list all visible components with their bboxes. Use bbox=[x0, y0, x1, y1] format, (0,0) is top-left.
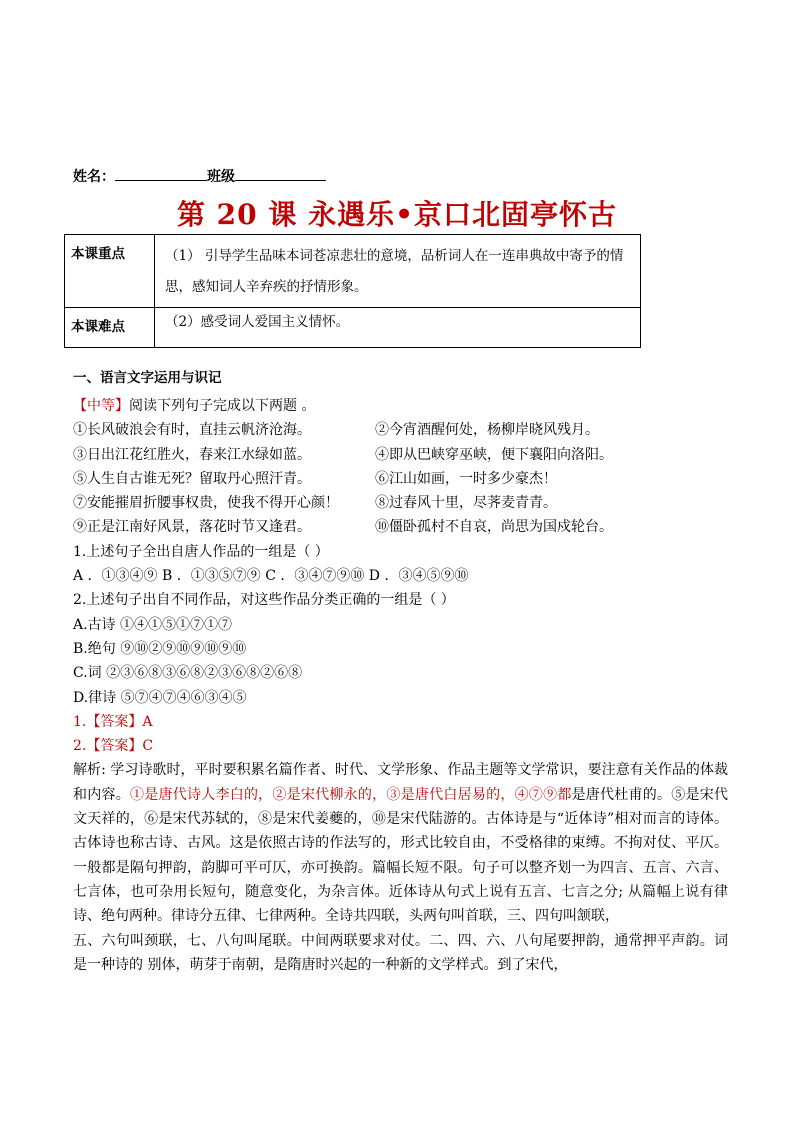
sentence-item: ⑤人生自古谁无死？留取丹心照汗青。 bbox=[73, 470, 311, 487]
difficult-point-row bbox=[65, 308, 641, 348]
answer-1: 1.【答案】A bbox=[73, 713, 153, 730]
key-point-label: 本课重点 bbox=[65, 235, 155, 308]
sentence-item: ⑧过春风十里，尽荠麦青青。 bbox=[375, 495, 557, 512]
sentence-item: ⑥江山如画，一时多少豪杰！ bbox=[375, 470, 557, 487]
difficult-point-text: （2）感受词人爱国主义情怀。 bbox=[155, 308, 641, 348]
sentence-item: ⑩僵卧孤村不自哀，尚思为国戍轮台。 bbox=[375, 519, 613, 536]
question-2: 2.上述句子出自不同作品，对这些作品分类正确的一组是（ ） bbox=[73, 592, 455, 609]
name-label: 姓名： bbox=[73, 169, 115, 185]
class-label: 班级 bbox=[207, 169, 235, 185]
analysis-intro: 解析: 学习诗歌时，平时要积累名篇作者、时代、文学形象、作品主题等文学常识，要注意有关作品的体裁和内容。 bbox=[73, 762, 728, 803]
class-blank bbox=[235, 167, 326, 181]
sentence-item: ⑦安能摧眉折腰事权贵，使我不得开心颜！ bbox=[73, 495, 339, 512]
sentence-item: ①长风破浪会有时，直挂云帆济沧海。 bbox=[73, 422, 311, 439]
option-c: C.词 ②③⑥⑧③⑥⑧②③⑥⑧②⑥⑧ bbox=[73, 665, 303, 682]
sentence-list bbox=[73, 418, 728, 539]
option-b: B.绝句 ⑨⑩②⑨⑩⑨⑩⑨⑩ bbox=[73, 640, 247, 657]
question-1: 1.上述句子全出自唐人作品的一组是（ ） bbox=[73, 543, 329, 560]
answer-2: 2.【答案】C bbox=[73, 738, 154, 755]
lesson-focus-table bbox=[64, 234, 641, 348]
key-point-text: （1） 引导学生品味本词苍凉悲壮的意境，品析词人在一连串典故中寄予的情思，感知词人辛弃疾的抒情形象。 bbox=[155, 235, 641, 308]
analysis-highlight: ①是唐代诗人李白的，②是宋代柳永的，③是唐代白居易的，④⑦⑨都 bbox=[129, 786, 572, 803]
option-a: A.古诗 ①④①⑤①⑦①⑦ bbox=[73, 616, 233, 633]
difficulty-tag: 【中等】 bbox=[73, 398, 129, 414]
question-intro bbox=[73, 394, 728, 418]
sentence-item: ③日出江花红胜火，春来江水绿如蓝。 bbox=[73, 446, 311, 463]
option-d: D.律诗 ⑤⑦④⑦④⑥③④⑤ bbox=[73, 689, 247, 706]
lesson-title: 第 20 课 永遇乐•京口北固亭怀古 bbox=[176, 198, 618, 231]
sentence-item: ⑨正是江南好风景，落花时节又逢君。 bbox=[73, 519, 311, 536]
key-point-row bbox=[65, 235, 641, 308]
analysis-body: 是唐代杜甫的。⑤是宋代文天祥的，⑥是宋代苏轼的，⑧是宋代姜夔的，⑩是宋代陆游的。古体诗是与“近体诗”相对而言的诗体。古体诗也称古诗、古风。这是依照古诗的作法写的，形式比较自由，不受格律的束缚。不拘对仗、平仄。一般都是隔句押韵，韵脚可平可仄，亦可换韵。篇幅长短不限。句子可以整齐划一为四言、五言、六言、七言体，也可杂用长短句，随意变化，为杂言体。近体诗从句式上说有五言、七言之分; 从篇幅上说有律诗、绝句两种。律诗分五律、七律两种。全诗共四联，头两句叫首联，三、四句叫颔联， bbox=[73, 786, 729, 925]
sentence-item: ②今宵酒醒何处，杨柳岸晓风残月。 bbox=[375, 422, 599, 439]
intro-text: 阅读下列句子完成以下两题 。 bbox=[129, 398, 316, 414]
section-heading: 一、语言文字运用与识记 bbox=[73, 370, 222, 386]
question-1-options: A ．①③④⑨ B ．①③⑤⑦⑨ C ．③④⑦⑨⑩ D ．③④⑤⑨⑩ bbox=[73, 568, 469, 585]
sentence-item: ④即从巴峡穿巫峡，便下襄阳向洛阳。 bbox=[375, 446, 613, 463]
analysis-paragraph bbox=[73, 758, 728, 928]
name-blank bbox=[115, 167, 207, 181]
main-content bbox=[73, 366, 728, 977]
analysis-continuation: 五、六句叫颈联，七、八句叫尾联。中间两联要求对仗。二、四、六、八句尾要押韵，通常押平声韵。词是一种诗的 别体，萌芽于南朝，是隋唐时兴起的一种新的文学样式。到了宋代， bbox=[73, 932, 728, 973]
difficult-point-label: 本课难点 bbox=[65, 308, 155, 348]
name-class-line bbox=[73, 166, 326, 186]
